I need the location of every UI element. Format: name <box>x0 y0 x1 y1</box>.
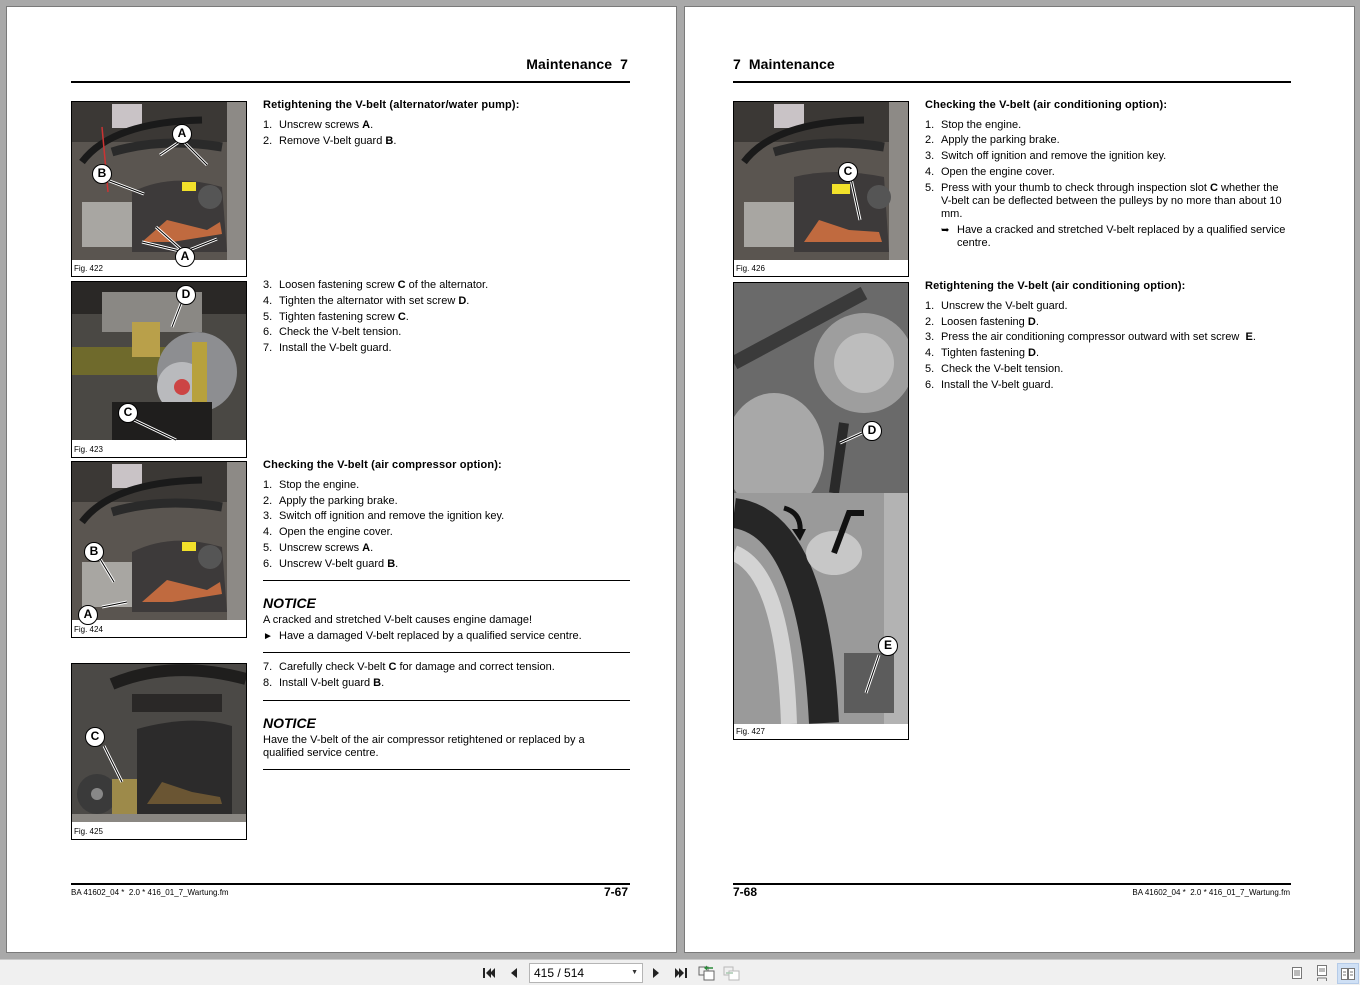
two-page-view-button[interactable] <box>1337 963 1359 984</box>
callout-c: C <box>838 162 858 182</box>
figure-426 <box>733 101 909 277</box>
section-title: Checking the V-belt (air conditioning option): <box>925 99 1168 111</box>
previous-view-icon <box>698 965 716 981</box>
step-item: 6. Unscrew V-belt guard B. <box>263 557 399 570</box>
callout-c: C <box>118 403 138 423</box>
notice-rule-top <box>263 700 630 701</box>
step-item: 2. Apply the parking brake. <box>925 134 1060 147</box>
callout-a: A <box>172 124 192 144</box>
last-page-icon <box>674 967 688 979</box>
page-number: 7-68 <box>733 885 758 899</box>
notice-rule-top <box>263 580 630 581</box>
callout-c: C <box>85 727 105 747</box>
step-item: 7. Carefully check V-belt C for damage and correct tension. <box>263 661 555 673</box>
section-check-air-compressor-continued <box>263 660 631 692</box>
page-number-select[interactable] <box>529 963 643 983</box>
figure-425 <box>71 663 247 840</box>
first-page-button[interactable] <box>480 964 498 982</box>
callout-d: D <box>176 285 196 305</box>
callout-a: A <box>78 605 98 625</box>
figure-caption: Fig. 423 <box>74 445 103 454</box>
figure-caption: Fig. 426 <box>736 264 765 273</box>
step-item: 8. Install V-belt guard B. <box>263 676 385 689</box>
notice-air-compressor <box>263 714 603 760</box>
step-item: 6. Install the V-belt guard. <box>925 378 1054 391</box>
section-retighten-air-conditioning <box>925 279 1291 394</box>
two-page-icon <box>1340 967 1356 981</box>
notice-action: ► Have a damaged V-belt replaced by a qualified service centre. <box>263 630 582 642</box>
step-item: 2. Remove V-belt guard B. <box>263 134 397 147</box>
notice-title: NOTICE <box>263 595 316 611</box>
step-item: 4. Open the engine cover. <box>263 526 393 539</box>
callout-d: D <box>862 421 882 441</box>
notice-title: NOTICE <box>263 715 316 731</box>
section-title: Retightening the V-belt (alternator/water pump): <box>263 99 520 111</box>
figure-422 <box>71 101 247 277</box>
page-header-title: 7 Maintenance <box>733 56 835 72</box>
step-item: 3. Press the air conditioning compressor outward with set screw E. <box>925 331 1256 344</box>
step-item: 3. Loosen fastening screw C of the alternator. <box>263 279 489 291</box>
step-item: 1. Unscrew screws A. <box>263 118 374 131</box>
notice-rule-bottom <box>263 652 630 653</box>
first-page-icon <box>482 967 496 979</box>
notice-text: A cracked and stretched V-belt causes engine damage! <box>263 614 533 626</box>
step-item: 4. Open the engine cover. <box>925 165 1055 178</box>
header-rule <box>733 81 1291 83</box>
notice-rule-bottom <box>263 769 630 770</box>
section-title: Checking the V-belt (air compressor option): <box>263 459 502 471</box>
page-7-68 <box>684 6 1355 953</box>
footer-rule <box>71 883 630 885</box>
step-item: 5. Tighten fastening screw C. <box>263 310 409 323</box>
triangle-bullet-icon: ► <box>263 631 273 642</box>
callout-b: B <box>92 164 112 184</box>
callout-b: B <box>84 542 104 562</box>
step-item: 3. Switch off ignition and remove the ignition key. <box>925 149 1167 162</box>
figure-427 <box>733 282 909 740</box>
step-item: 2. Loosen fastening D. <box>925 315 1039 328</box>
result-note: ➥ Have a cracked and stretched V-belt replaced by a qualified service centre. <box>941 224 1286 250</box>
notice-engine-damage <box>263 594 631 643</box>
section-title: Retightening the V-belt (air conditioning option): <box>925 280 1186 292</box>
step-item: 5. Press with your thumb to check through inspection slot C whether the V-belt can be deflected between the pulleys by no more than about 10 mm. <box>925 182 1282 221</box>
step-item: 1. Stop the engine. <box>925 118 1022 131</box>
page-indicator: 415 / 514 <box>534 966 585 980</box>
section-check-air-conditioning <box>925 98 1291 250</box>
continuous-view-button[interactable] <box>1313 964 1331 982</box>
previous-page-icon <box>509 967 519 979</box>
step-item: 2. Apply the parking brake. <box>263 494 398 507</box>
chevron-down-icon: ▼ <box>631 969 638 976</box>
step-item: 4. Tighten the alternator with set screw D. <box>263 294 470 307</box>
next-page-button[interactable] <box>647 964 665 982</box>
callout-e: E <box>878 636 898 656</box>
section-retighten-alternator <box>263 98 631 149</box>
previous-page-button[interactable] <box>505 964 523 982</box>
step-item: 6. Check the V-belt tension. <box>263 326 402 339</box>
next-page-icon <box>651 967 661 979</box>
footer-rule <box>733 883 1291 885</box>
figure-caption: Fig. 424 <box>74 625 103 634</box>
step-item: 4. Tighten fastening D. <box>925 347 1040 360</box>
single-page-icon <box>1291 966 1303 980</box>
arrow-right-icon: ➥ <box>941 225 950 237</box>
figure-caption: Fig. 425 <box>74 827 103 836</box>
next-view-icon <box>723 965 741 981</box>
footer-doc-id: BA 41602_04 * 2.0 * 416_01_7_Wartung.fm <box>1132 888 1290 897</box>
go-back-view-button[interactable] <box>698 964 716 982</box>
step-item: 5. Unscrew screws A. <box>263 541 374 554</box>
step-item: 5. Check the V-belt tension. <box>925 362 1064 375</box>
section-check-air-compressor <box>263 458 631 573</box>
continuous-page-icon <box>1316 965 1328 981</box>
page-header-title: Maintenance 7 <box>526 56 628 72</box>
figure-caption: Fig. 422 <box>74 264 103 273</box>
step-item: 1. Stop the engine. <box>263 478 360 491</box>
step-item: 7. Install the V-belt guard. <box>263 342 392 355</box>
navigation-toolbar <box>0 959 1360 985</box>
notice-text: Have the V-belt of the air compressor retightened or replaced by a qualified service centre. <box>263 734 585 759</box>
page-number: 7-67 <box>603 885 628 899</box>
section-retighten-alternator-continued <box>263 278 631 357</box>
step-item: 1. Unscrew the V-belt guard. <box>925 299 1068 312</box>
figure-423 <box>71 281 247 458</box>
figure-424 <box>71 461 247 638</box>
page-7-67 <box>6 6 677 953</box>
last-page-button[interactable] <box>672 964 690 982</box>
header-rule <box>71 81 630 83</box>
step-item: 3. Switch off ignition and remove the ignition key. <box>263 510 505 523</box>
single-page-view-button[interactable] <box>1288 964 1306 982</box>
go-forward-view-button[interactable] <box>723 964 741 982</box>
callout-a: A <box>175 247 195 267</box>
footer-doc-id: BA 41602_04 * 2.0 * 416_01_7_Wartung.fm <box>71 888 229 897</box>
figure-caption: Fig. 427 <box>736 727 765 736</box>
